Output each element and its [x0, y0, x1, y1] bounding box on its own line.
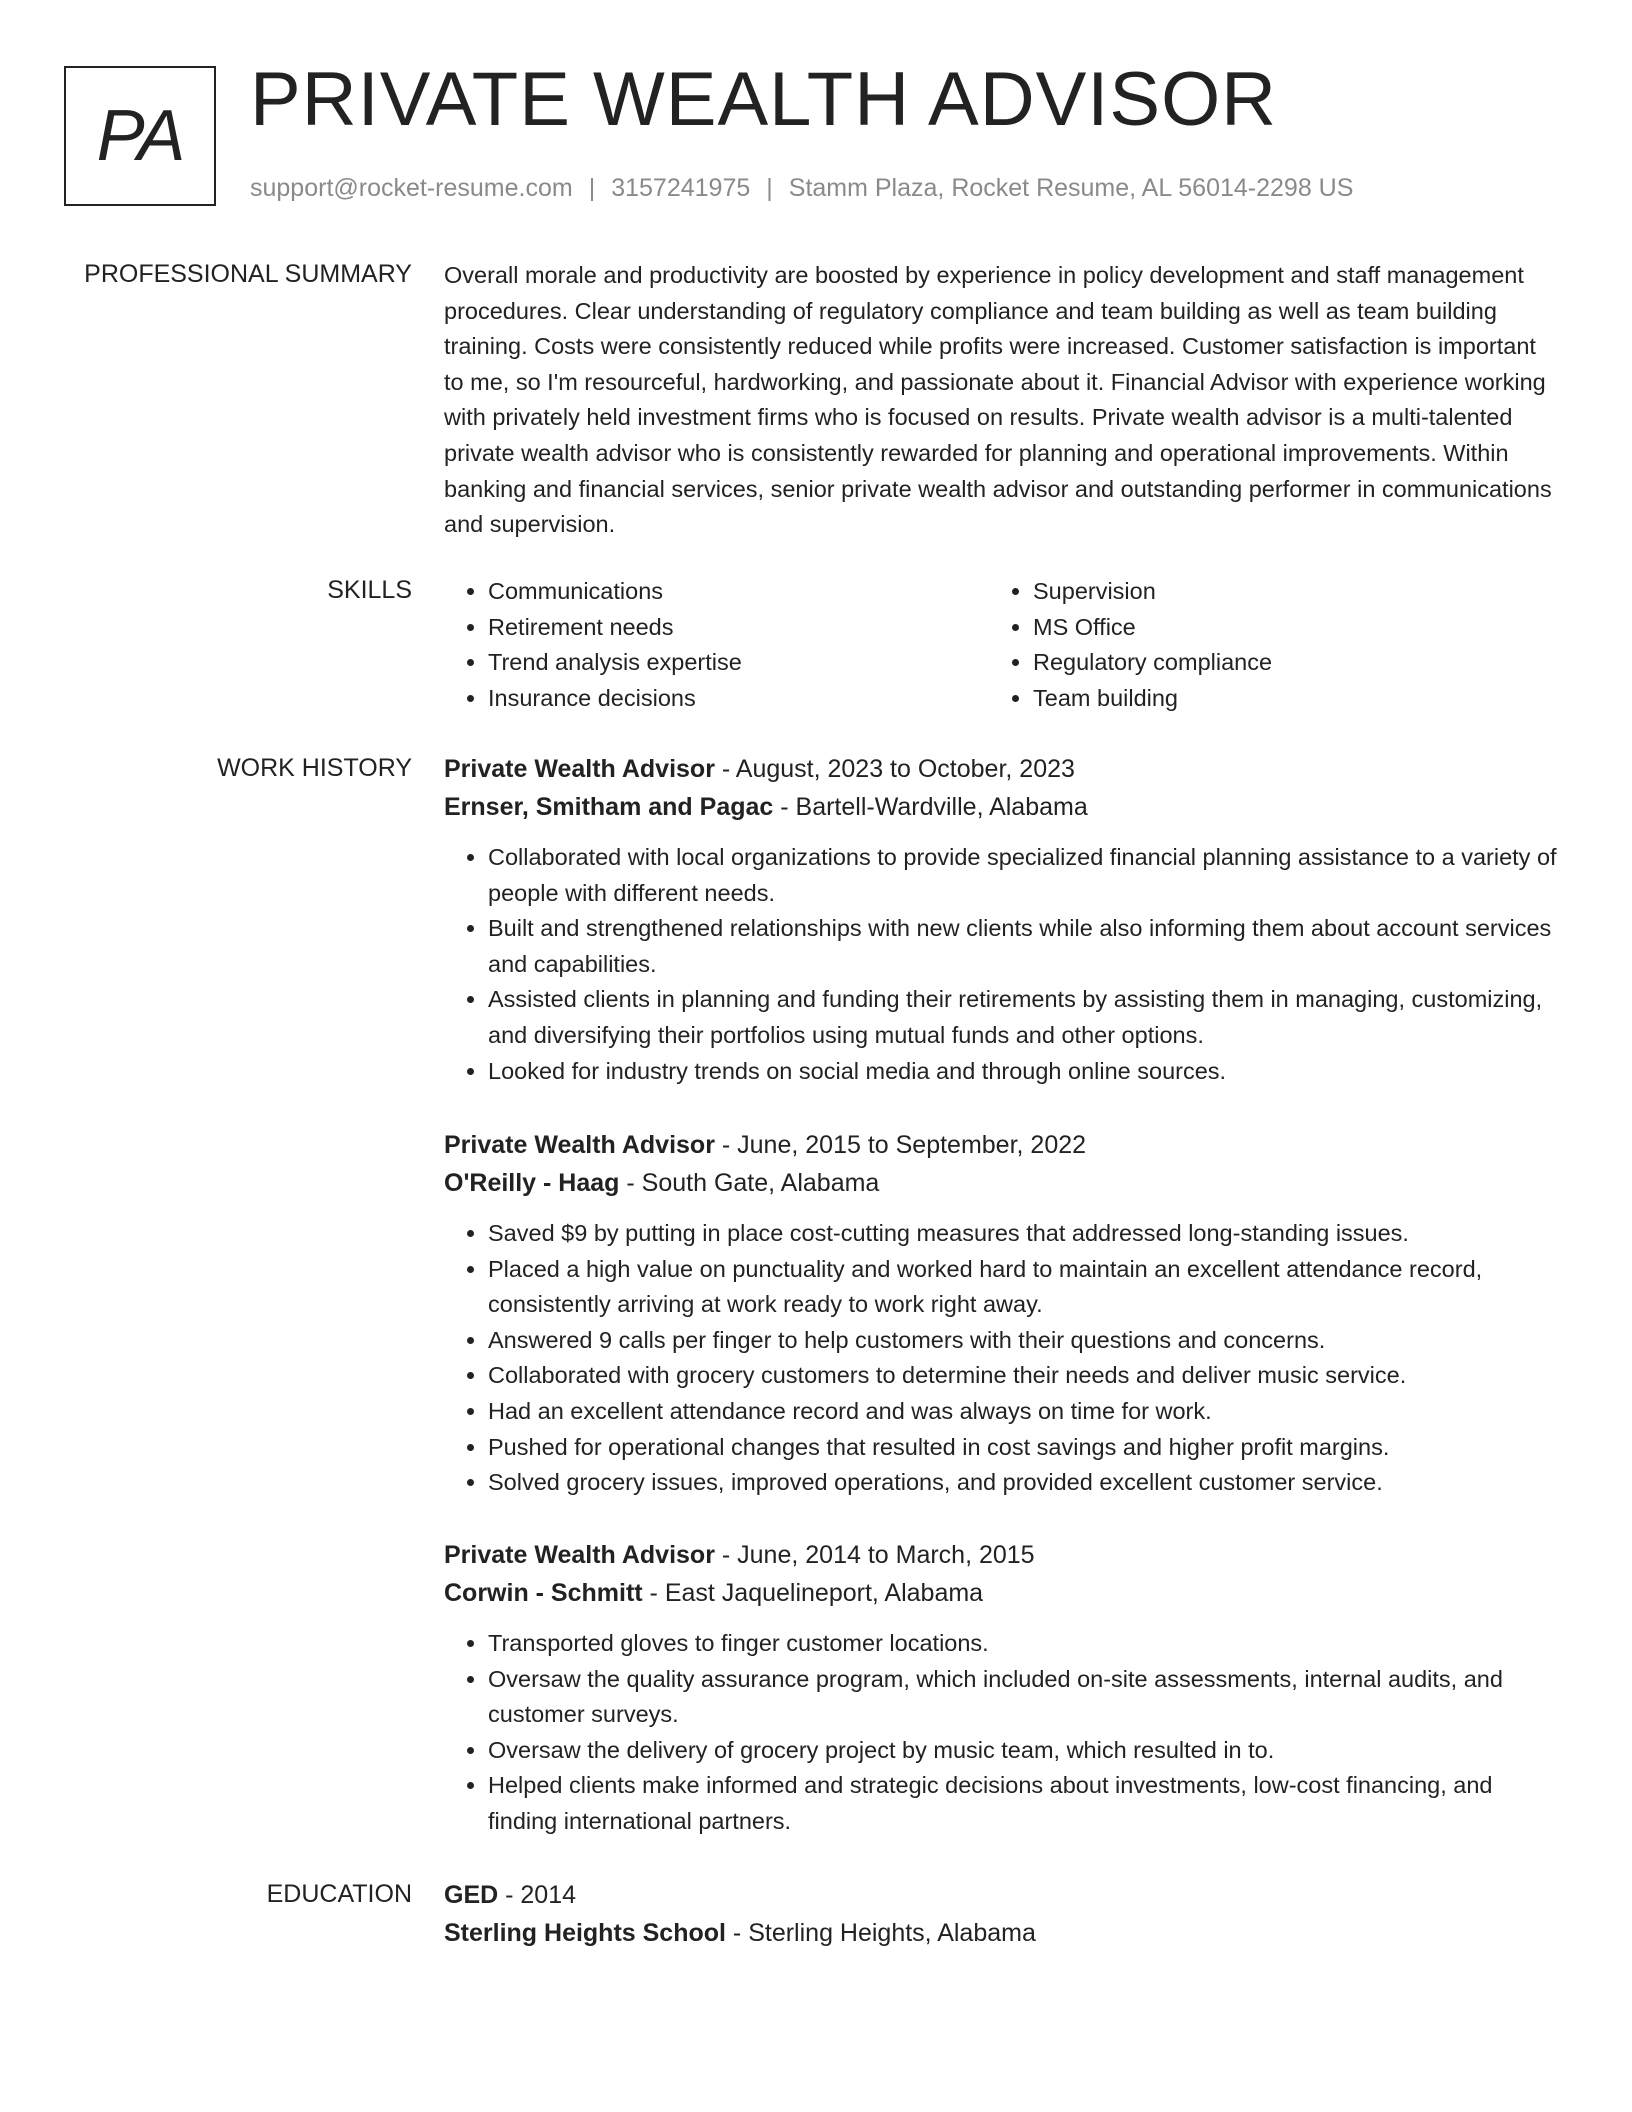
- job-company: Corwin - Schmitt: [444, 1579, 643, 1607]
- job-company-line: [444, 1574, 1559, 1612]
- contact-separator: |: [766, 174, 773, 202]
- education-location: - Sterling Heights, Alabama: [725, 1919, 1036, 1947]
- job-company: Ernser, Smitham and Pagac: [444, 793, 774, 821]
- skills-list-left: [444, 574, 989, 716]
- job-title: Private Wealth Advisor: [444, 755, 715, 783]
- contact-line: [250, 174, 1353, 203]
- job-bullet: • Collaborated with grocery customers to determine their needs and deliver music service.: [488, 1358, 1559, 1394]
- job-bullet: • Collaborated with local organizations to provide specialized financial planning assistance to a variety of people with different needs.: [488, 840, 1559, 911]
- job-bullets: [444, 1216, 1559, 1501]
- section-label-work-history: WORK HISTORY: [217, 754, 412, 782]
- job-bullet: • Pushed for operational changes that resulted in cost savings and higher profit margins.: [488, 1430, 1559, 1466]
- job-title-line: [444, 1126, 1559, 1164]
- education-school-line: [444, 1914, 1559, 1952]
- job-bullet: • Assisted clients in planning and funding their retirements by assisting them in managing, customizing, and diversifying their portfolios using mutual funds and other options.: [488, 982, 1559, 1053]
- contact-separator: |: [588, 174, 596, 202]
- job-bullet: • Placed a high value on punctuality and worked hard to maintain an excellent attendance record, consistently arriving at work ready to work right away.: [488, 1252, 1559, 1323]
- education-year: - 2014: [498, 1881, 577, 1909]
- section-label-education: EDUCATION: [266, 1880, 412, 1908]
- job-bullet: • Built and strengthened relationships with new clients while also informing them about account services and capabilities.: [488, 911, 1559, 982]
- job-location: - East Jaquelineport, Alabama: [642, 1579, 984, 1607]
- job-company: O'Reilly - Haag: [444, 1169, 620, 1197]
- job-title: Private Wealth Advisor: [444, 1541, 715, 1569]
- skill-item: • MS Office: [1033, 610, 1534, 646]
- job-bullet: • Transported gloves to finger customer locations.: [488, 1626, 1559, 1662]
- skills-content: [444, 574, 1559, 716]
- job-bullet: • Oversaw the delivery of grocery project by music team, which resulted in to.: [488, 1733, 1559, 1769]
- job-title-line: [444, 750, 1559, 788]
- section-label-summary: PROFESSIONAL SUMMARY: [84, 260, 412, 288]
- job-location: - South Gate, Alabama: [619, 1169, 880, 1197]
- section-label-skills: SKILLS: [327, 576, 412, 604]
- job-entry: [444, 750, 1559, 1089]
- job-bullet: • Saved $9 by putting in place cost-cutting measures that addressed long-standing issues.: [488, 1216, 1559, 1252]
- contact-phone: 3157241975: [611, 174, 751, 202]
- skill-item: • Communications: [488, 574, 989, 610]
- job-bullet: • Solved grocery issues, improved operations, and provided excellent customer service.: [488, 1465, 1559, 1501]
- job-entry: [444, 1536, 1559, 1840]
- summary-content: [444, 258, 1559, 543]
- job-title-line: [444, 1536, 1559, 1574]
- job-company-line: [444, 1164, 1559, 1202]
- contact-email: support@rocket-resume.com: [250, 174, 573, 202]
- job-bullet: • Looked for industry trends on social media and through online sources.: [488, 1054, 1559, 1090]
- job-title: Private Wealth Advisor: [444, 1131, 715, 1159]
- skill-item: • Supervision: [1033, 574, 1534, 610]
- education-content: [444, 1876, 1559, 1952]
- job-dates: - August, 2023 to October, 2023: [714, 755, 1075, 783]
- job-bullet: • Had an excellent attendance record and was always on time for work.: [488, 1394, 1559, 1430]
- summary-text: Overall morale and productivity are boosted by experience in policy development and staff management procedures. Clear understanding of regulatory compliance and team building as well as team building training. Costs were consistently reduced while profits were increased. Customer satisfaction is important to me, so I'm resourceful, hardworking, and passionate about it. Financial Advisor with experience working with privately held investment firms who is focused on results. Private wealth advisor is a multi-talented private wealth advisor who is consistently rewarded for planning and operational improvements. Within banking and financial services, senior private wealth advisor and outstanding performer in communications and supervision.: [444, 262, 1552, 538]
- contact-address: Stamm Plaza, Rocket Resume, AL 56014-2298 US: [788, 174, 1354, 202]
- skill-item: • Trend analysis expertise: [488, 645, 989, 681]
- job-entry: [444, 1126, 1559, 1501]
- job-location: - Bartell-Wardville, Alabama: [773, 793, 1088, 821]
- education-school: Sterling Heights School: [444, 1919, 726, 1947]
- job-company-line: [444, 788, 1559, 826]
- job-bullet: • Oversaw the quality assurance program, which included on-site assessments, internal audits, and customer surveys.: [488, 1662, 1559, 1733]
- education-degree-line: [444, 1876, 1559, 1914]
- education-degree: GED: [444, 1881, 499, 1909]
- skill-item: • Regulatory compliance: [1033, 645, 1534, 681]
- job-dates: - June, 2014 to March, 2015: [714, 1541, 1035, 1569]
- job-dates: - June, 2015 to September, 2022: [714, 1131, 1087, 1159]
- job-bullet: • Helped clients make informed and strategic decisions about investments, low-cost financing, and finding international partners.: [488, 1768, 1559, 1839]
- job-bullets: [444, 840, 1559, 1089]
- skill-item: • Team building: [1033, 681, 1534, 717]
- skill-item: • Insurance decisions: [488, 681, 989, 717]
- monogram-badge: PA: [64, 66, 216, 206]
- resume-title: PRIVATE WEALTH ADVISOR: [250, 57, 1278, 142]
- skills-list-right: [989, 574, 1534, 716]
- skill-item: • Retirement needs: [488, 610, 989, 646]
- job-bullet: • Answered 9 calls per finger to help customers with their questions and concerns.: [488, 1323, 1559, 1359]
- job-bullets: [444, 1626, 1559, 1840]
